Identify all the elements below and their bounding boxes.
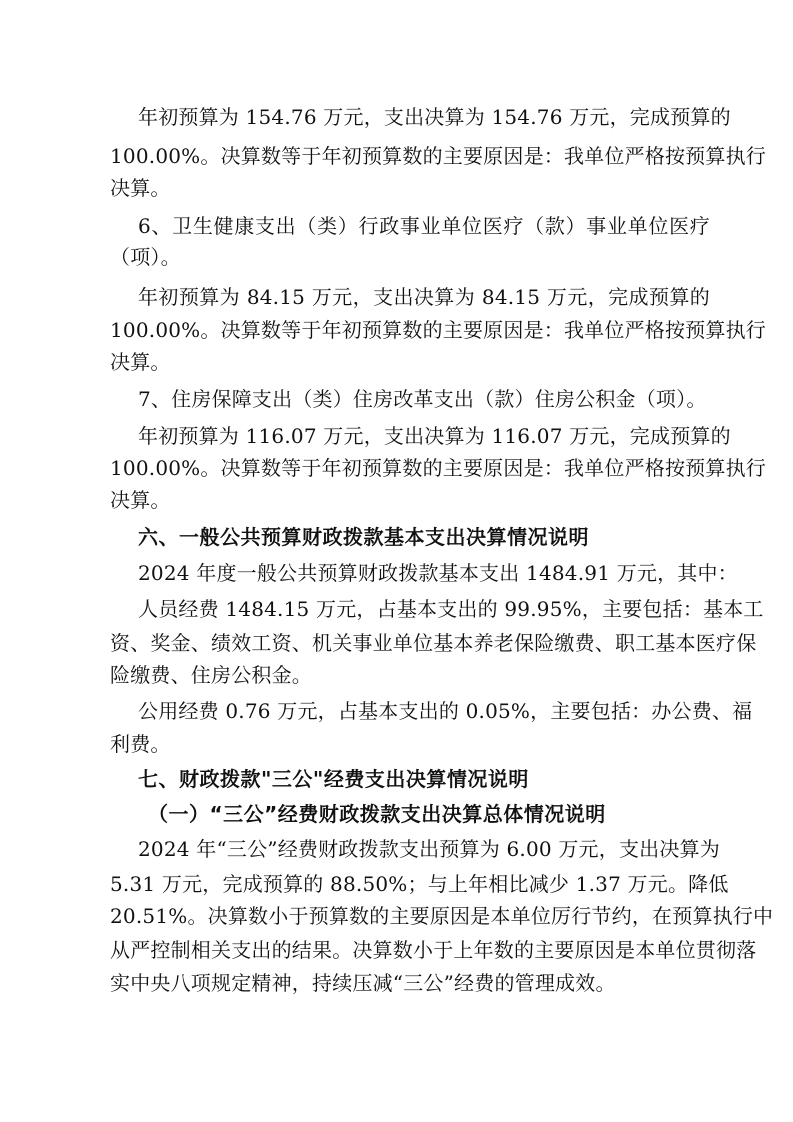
paragraph-line: 决算。 — [110, 488, 171, 512]
section-heading: 七、财政拨款"三公"经费支出决算情况说明 — [138, 767, 529, 791]
paragraph-line: 100.00%。决算数等于年初预算数的主要原因是：我单位严格按预算执行 — [110, 144, 766, 168]
paragraph-line: 年初预算为 84.15 万元，支出决算为 84.15 万元，完成预算的 — [138, 285, 710, 309]
paragraph-line: 决算。 — [110, 350, 171, 374]
paragraph-line: 年初预算为 116.07 万元，支出决算为 116.07 万元，完成预算的 — [138, 424, 731, 448]
paragraph-line: 100.00%。决算数等于年初预算数的主要原因是：我单位严格按预算执行 — [110, 456, 766, 480]
paragraph-line: 决算。 — [110, 176, 171, 200]
section-item-line: 6、卫生健康支出（类）行政事业单位医疗（款）事业单位医疗 — [138, 214, 710, 238]
subsection-heading: （一）“三公”经费财政拨款支出决算总体情况说明 — [148, 802, 606, 826]
paragraph-line: 年初预算为 154.76 万元，支出决算为 154.76 万元，完成预算的 — [138, 105, 731, 129]
paragraph-line: 从严控制相关支出的结果。决算数小于上年数的主要原因是本单位贯彻落 — [110, 938, 757, 962]
paragraph-line: 实中央八项规定精神，持续压减“三公”经费的管理成效。 — [110, 971, 616, 995]
paragraph-line: 5.31 万元，完成预算的 88.50%；与上年相比减少 1.37 万元。降低 — [110, 872, 729, 896]
paragraph-line: 公用经费 0.76 万元，占基本支出的 0.05%，主要包括：办公费、福 — [138, 699, 753, 723]
paragraph-line: 2024 年度一般公共预算财政拨款基本支出 1484.91 万元，其中： — [138, 561, 738, 585]
paragraph-line: 100.00%。决算数等于年初预算数的主要原因是：我单位严格按预算执行 — [110, 318, 766, 342]
paragraph-line: 2024 年“三公”经费财政拨款支出预算为 6.00 万元，支出决算为 — [138, 837, 720, 861]
section-item-line: 7、住房保障支出（类）住房改革支出（款）住房公积金（项）。 — [138, 387, 707, 411]
paragraph-line: 资、奖金、绩效工资、机关事业单位基本养老保险缴费、职工基本医疗保 — [110, 631, 757, 655]
paragraph-line: 利费。 — [110, 732, 171, 756]
section-item-line: （项）。 — [110, 245, 181, 269]
paragraph-line: 险缴费、住房公积金。 — [110, 663, 312, 687]
paragraph-line: 人员经费 1484.15 万元，占基本支出的 99.95%，主要包括：基本工 — [138, 597, 764, 621]
section-heading: 六、一般公共预算财政拨款基本支出决算情况说明 — [138, 525, 589, 549]
paragraph-line: 20.51%。决算数小于预算数的主要原因是本单位厉行节约，在预算执行中 — [110, 904, 774, 928]
